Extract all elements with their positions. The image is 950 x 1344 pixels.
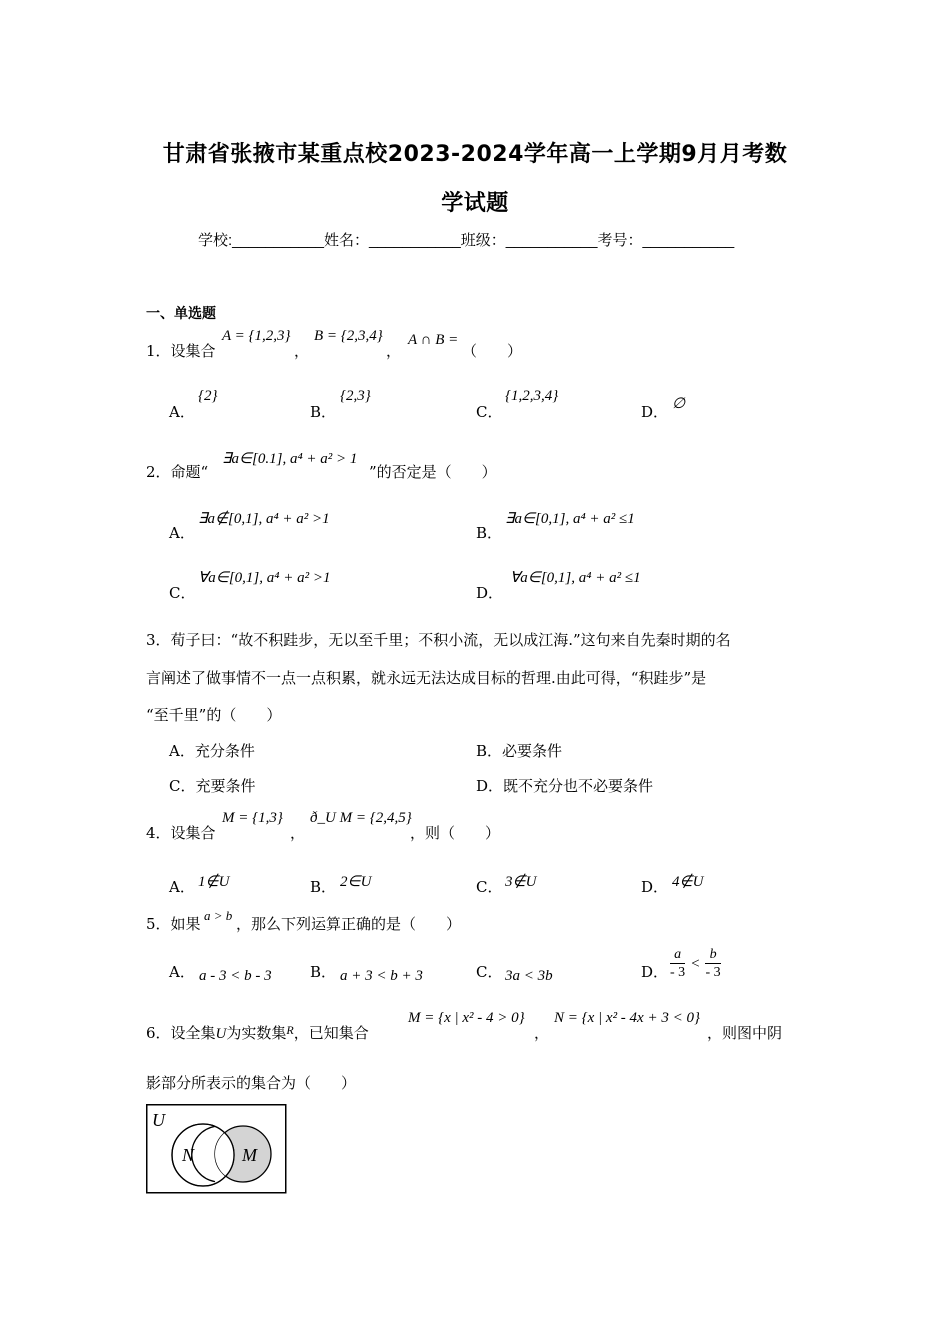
less-than: < — [690, 956, 701, 972]
q4-option-d-math: 4∉U — [672, 874, 704, 890]
q2-option-c-math: ∀a∈[0,1], a⁴ + a² >1 — [198, 570, 331, 586]
fraction-a-over-minus3: $\frac{a}{- 3}$ — [670, 947, 686, 980]
question-3-line3: “至千里”的（ ） — [146, 706, 282, 724]
q4-option-c[interactable]: C． — [476, 878, 503, 896]
q4-option-c-math: 3∉U — [505, 874, 537, 890]
page-title: 甘肃省张掖市某重点校2023-2024学年高一上学期9月月考数 — [162, 142, 788, 167]
question-5-stem: 5．如果 — [146, 915, 201, 933]
q2-option-d[interactable]: D． — [476, 584, 504, 602]
q2-option-b[interactable]: B． — [476, 524, 503, 542]
q1-set-b: B = {2,3,4} — [314, 328, 383, 344]
q6-set-n: N = {x | x² - 4x + 3 < 0} — [554, 1010, 700, 1026]
question-6-line2: 影部分所表示的集合为（ ） — [146, 1074, 357, 1092]
section-heading: 一、单选题 — [146, 306, 216, 322]
q2-option-d-math: ∀a∈[0,1], a⁴ + a² ≤1 — [510, 570, 641, 586]
q1-option-a-math: {2} — [198, 388, 218, 404]
page-title-line2: 学试题 — [441, 191, 509, 216]
q3-option-a[interactable]: A．充分条件 — [169, 742, 255, 760]
q5-option-a-math: a - 3 < b - 3 — [199, 968, 272, 984]
q2-option-b-math: ∃a∈[0,1], a⁴ + a² ≤1 — [505, 511, 635, 527]
q5-tail: ，那么下列运算正确的是（ ） — [236, 915, 462, 933]
q5-option-c[interactable]: C． — [476, 963, 503, 981]
q4-option-b-math: 2∈U — [340, 874, 372, 890]
q1-option-d-math: ∅ — [672, 396, 686, 412]
school-field: 学校:___________ — [198, 232, 324, 249]
q6-tail: ，则图中阴 — [707, 1024, 783, 1042]
venn-diagram — [146, 1104, 287, 1194]
q2-tail: ”的否定是（ ） — [369, 463, 497, 481]
q4-comma: ， — [290, 824, 306, 842]
class-field: 班级：___________ — [460, 232, 598, 249]
question-6-stem: 6．设全集U为实数集$^R$，已知集合 — [146, 1023, 369, 1042]
q5-option-d-math — [670, 946, 721, 981]
q5-option-d[interactable]: D． — [641, 963, 669, 981]
label-u: U — [152, 1110, 165, 1130]
q1-comma: ， — [294, 342, 310, 360]
q1-option-c[interactable]: C． — [476, 403, 503, 421]
q2-option-c[interactable]: C． — [169, 584, 196, 602]
q5-option-a[interactable]: A． — [169, 963, 195, 981]
q3-option-c[interactable]: C．充要条件 — [169, 777, 256, 795]
q4-option-a-math: 1∉U — [198, 874, 230, 890]
question-4-stem: 4．设集合 — [146, 824, 216, 842]
q3-option-d[interactable]: D．既不充分也不必要条件 — [476, 777, 654, 795]
q1-expr: A ∩ B = — [408, 332, 459, 348]
label-n: N — [182, 1145, 195, 1165]
number-field: 考号：___________ — [597, 232, 735, 249]
q1-comma2: ， — [386, 342, 402, 360]
q5-option-c-math: 3a < 3b — [505, 968, 553, 984]
q1-option-d[interactable]: D． — [641, 403, 669, 421]
q4-tail: ，则（ ） — [410, 824, 501, 842]
q4-option-d[interactable]: D． — [641, 878, 669, 896]
student-info — [198, 229, 734, 250]
q4-option-b[interactable]: B． — [310, 878, 337, 896]
q1-option-b-math: {2,3} — [340, 388, 371, 404]
label-m: M — [242, 1145, 257, 1165]
question-2-stem: 2．命题“ — [146, 463, 209, 481]
q4-complement: ð_U M = {2,4,5} — [310, 810, 412, 826]
fraction-b-over-minus3: $\frac{b}{- 3}$ — [705, 947, 721, 980]
q4-set-m: M = {1,3} — [222, 810, 283, 826]
q5-option-b-math: a + 3 < b + 3 — [340, 968, 423, 984]
q6-comma: ， — [534, 1024, 550, 1042]
q4-option-a[interactable]: A． — [169, 878, 195, 896]
q3-option-b[interactable]: B．必要条件 — [476, 742, 563, 760]
question-3-line2: 言阐述了做事情不一点一点积累，就永远无法达成目标的哲理.由此可得，“积跬步”是 — [146, 669, 707, 687]
q2-option-a-math: ∃a∉[0,1], a⁴ + a² >1 — [198, 511, 330, 527]
q1-option-b[interactable]: B． — [310, 403, 337, 421]
q2-proposition: ∃a∈[0.1], a⁴ + a² > 1 — [222, 451, 358, 467]
name-field: 姓名：___________ — [323, 232, 461, 249]
q1-option-a[interactable]: A． — [169, 403, 195, 421]
q5-condition: a > b — [204, 908, 233, 923]
q6-set-m: M = {x | x² - 4 > 0} — [408, 1010, 525, 1026]
q5-option-b[interactable]: B． — [310, 963, 337, 981]
q2-option-a[interactable]: A． — [169, 524, 195, 542]
q1-option-c-math: {1,2,3,4} — [505, 388, 559, 404]
question-3-line1: 3．荀子曰：“故不积跬步，无以至千里；不积小流，无以成江海.”这句来自先秦时期的名 — [146, 631, 731, 649]
question-1-stem: 1．设集合 — [146, 342, 216, 360]
q1-set-a: A = {1,2,3} — [222, 328, 291, 344]
q1-paren: （ ） — [462, 342, 523, 360]
